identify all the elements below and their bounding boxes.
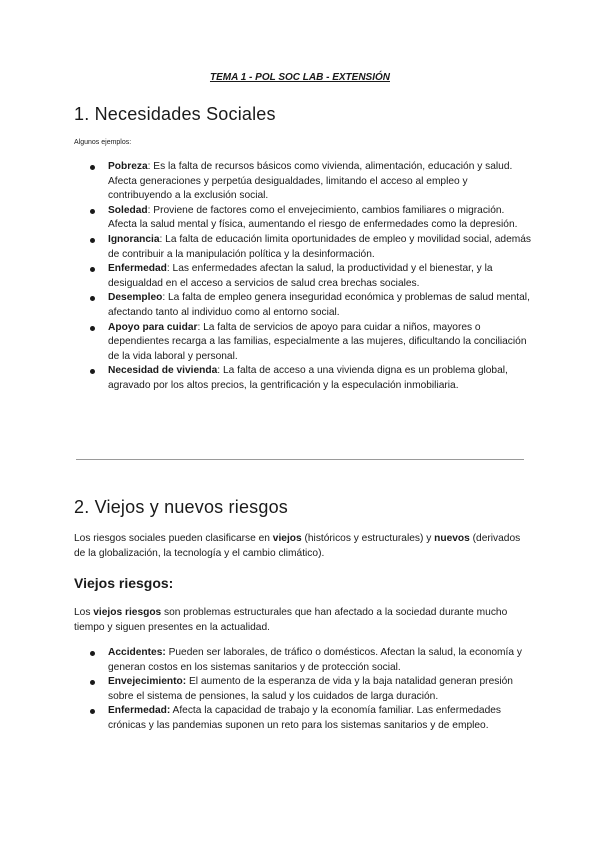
section-1-heading: 1. Necesidades Sociales — [74, 104, 276, 124]
item-text: : La falta de servicios de apoyo para cuidar a niños, mayores o dependientes recarga a las familias, especialmente a las mujeres, dificultando la conciliación de la vida laboral y personal. — [108, 321, 527, 362]
item-text: Afecta la capacidad de trabajo y la economía familiar. Las enfermedades crónicas y las pandemias suponen un reto para los sistemas sanitarios y de empleo. — [108, 705, 502, 731]
item-term: Ignorancia — [108, 233, 160, 245]
list-item — [74, 262, 532, 291]
item-term: Envejecimiento: — [108, 676, 187, 688]
old-risks-subheading: Viejos riesgos: — [74, 575, 174, 591]
horizontal-divider — [76, 459, 524, 460]
list-item — [74, 364, 532, 393]
item-text: El aumento de la esperanza de vida y la baja natalidad generan presión sobre el sistema de pensiones, la salud y los cuidados de larga duración. — [108, 676, 513, 702]
item-text: : Es la falta de recursos básicos como vivienda, alimentación, educación y salud. Afecta generaciones y perpetúa desigualdades, limitando el acceso al empleo y contribuyendo a la exclusión social. — [108, 161, 513, 202]
document-title: TEMA 1 - POL SOC LAB - EXTENSIÓN — [209, 72, 390, 83]
item-term: Desempleo — [108, 292, 163, 304]
list-item — [74, 704, 532, 733]
item-term: Enfermedad — [108, 263, 167, 275]
list-item — [74, 675, 532, 704]
list-item — [74, 204, 532, 233]
list-item — [74, 291, 532, 320]
item-text: Pueden ser laborales, de tráfico o domésticos. Afectan la salud, la economía y generan costos en los sistemas sanitarios y de protección social. — [108, 647, 522, 673]
item-text: : La falta de acceso a una vivienda digna es un problema global, agravado por los altos precios, la gentrificación y la especulación inmobiliaria. — [108, 365, 508, 391]
item-text: : Las enfermedades afectan la salud, la productividad y el bienestar, y la desigualdad en el acceso a servicios de salud crea brechas sociales. — [108, 263, 493, 289]
item-term: Apoyo para cuidar — [108, 321, 198, 333]
list-item — [74, 233, 532, 262]
item-term: Soledad — [108, 204, 148, 216]
item-term: Necesidad de vivienda — [108, 365, 218, 377]
item-term: Accidentes: — [108, 647, 166, 658]
old-risks-paragraph: Los viejos riesgos son problemas estructurales que han afectado a la sociedad durante mucho tiempo y siguen presentes en la actualidad. — [74, 607, 508, 633]
item-text: : Proviene de factores como el envejecimiento, cambios familiares o migración. Afecta la salud mental y física, aumentando el riesgo de enfermedades como la depresión. — [108, 204, 518, 231]
social-needs-list — [74, 160, 532, 394]
section-2-heading: 2. Viejos y nuevos riesgos — [74, 497, 288, 517]
item-text: : La falta de empleo genera inseguridad económica y problemas de salud mental, afectando tanto al individuo como al entorno social. — [108, 292, 530, 318]
examples-intro: Algunos ejemplos: — [74, 139, 132, 146]
item-term: Pobreza — [108, 161, 148, 172]
list-item — [74, 321, 532, 365]
list-item — [74, 160, 532, 204]
item-text: : La falta de educación limita oportunidades de empleo y movilidad social, además de contribuir a la manipulación política y la desinformación. — [108, 233, 532, 260]
old-risks-list — [74, 646, 532, 734]
item-term: Enfermedad: — [108, 705, 171, 717]
list-item — [74, 646, 532, 675]
risks-intro-paragraph: Los riesgos sociales pueden clasificarse en viejos (históricos y estructurales) y nuevos (derivados de la globalización, la tecnología y el cambio climático). — [74, 533, 521, 559]
